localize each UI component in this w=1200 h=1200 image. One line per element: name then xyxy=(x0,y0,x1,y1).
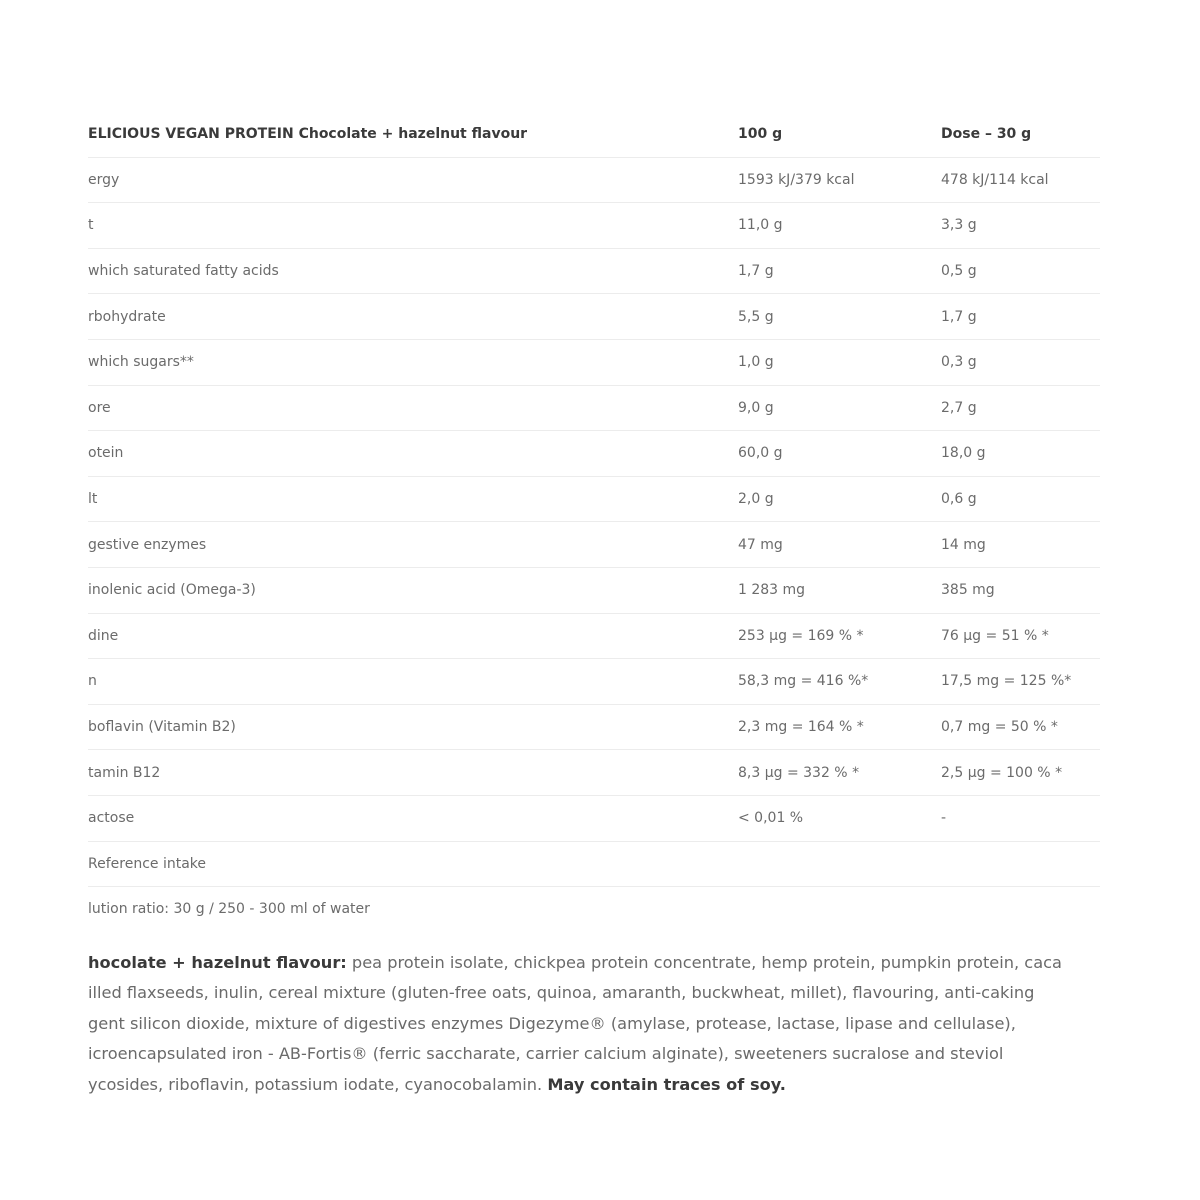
value-per-dose: 3,3 g xyxy=(941,203,1100,249)
table-row xyxy=(88,522,1100,568)
table-row xyxy=(88,385,1100,431)
nutrient-name: t xyxy=(88,203,738,249)
value-per-dose xyxy=(941,887,1100,932)
value-per-dose: 14 mg xyxy=(941,522,1100,568)
nutrient-name: n xyxy=(88,659,738,705)
nutrient-name: actose xyxy=(88,795,738,841)
value-per-dose: 18,0 g xyxy=(941,431,1100,477)
nutrition-panel xyxy=(88,112,1100,1094)
ingredients-line-text: pea protein isolate, chickpea protein concentrate, hemp protein, pumpkin protein, caca xyxy=(346,952,1062,972)
nutrient-name: boflavin (Vitamin B2) xyxy=(88,704,738,750)
value-per-dose xyxy=(941,841,1100,887)
value-per-dose: 0,5 g xyxy=(941,248,1100,294)
value-per-100g: 1,0 g xyxy=(738,339,941,385)
table-row xyxy=(88,431,1100,477)
value-per-dose: 478 kJ/114 kcal xyxy=(941,157,1100,203)
nutrition-content xyxy=(88,112,1100,1100)
table-row xyxy=(88,567,1100,613)
table-row xyxy=(88,613,1100,659)
value-per-100g xyxy=(738,841,941,887)
value-per-dose: 1,7 g xyxy=(941,294,1100,340)
nutrient-name: otein xyxy=(88,431,738,477)
table-row xyxy=(88,750,1100,796)
table-header-row xyxy=(88,112,1100,157)
table-row xyxy=(88,704,1100,750)
table-row xyxy=(88,339,1100,385)
ingredients-line: gent silicon dioxide, mixture of digestives enzymes Digezyme® (amylase, protease, lactase, lipase and cellulase), xyxy=(88,1013,1016,1033)
ingredients-line xyxy=(88,948,1108,979)
nutrient-name: which saturated fatty acids xyxy=(88,248,738,294)
table-row xyxy=(88,887,1100,932)
nutrient-name: lt xyxy=(88,476,738,522)
value-per-100g: 9,0 g xyxy=(738,385,941,431)
footnote-reference-intake: Reference intake xyxy=(88,841,738,887)
value-per-dose: 0,6 g xyxy=(941,476,1100,522)
product-name-header: ELICIOUS VEGAN PROTEIN Chocolate + hazelnut flavour xyxy=(88,112,738,157)
value-per-dose: 2,7 g xyxy=(941,385,1100,431)
per-dose-header: Dose – 30 g xyxy=(941,112,1100,157)
nutrient-name: which sugars** xyxy=(88,339,738,385)
value-per-dose: 0,7 mg = 50 % * xyxy=(941,704,1100,750)
value-per-100g: 60,0 g xyxy=(738,431,941,477)
value-per-100g: 1,7 g xyxy=(738,248,941,294)
nutrient-name: dine xyxy=(88,613,738,659)
value-per-dose: 0,3 g xyxy=(941,339,1100,385)
value-per-dose: 2,5 µg = 100 % * xyxy=(941,750,1100,796)
table-row xyxy=(88,841,1100,887)
value-per-100g: 1593 kJ/379 kcal xyxy=(738,157,941,203)
value-per-dose: 17,5 mg = 125 %* xyxy=(941,659,1100,705)
value-per-100g: 1 283 mg xyxy=(738,567,941,613)
value-per-100g: 253 µg = 169 % * xyxy=(738,613,941,659)
ingredients-text xyxy=(88,948,1108,1101)
value-per-dose: 76 µg = 51 % * xyxy=(941,613,1100,659)
value-per-dose: 385 mg xyxy=(941,567,1100,613)
table-row xyxy=(88,795,1100,841)
ingredients-line: illed flaxseeds, inulin, cereal mixture (gluten-free oats, quinoa, amaranth, buckwheat, millet), flavouring, anti-caking xyxy=(88,983,1035,1003)
table-row xyxy=(88,294,1100,340)
nutrient-name: gestive enzymes xyxy=(88,522,738,568)
value-per-100g: 47 mg xyxy=(738,522,941,568)
value-per-100g: 2,0 g xyxy=(738,476,941,522)
ingredients-line xyxy=(88,1070,1108,1101)
ingredients-line-text: ycosides, riboflavin, potassium iodate, cyanocobalamin. xyxy=(88,1074,548,1094)
nutrient-name: ergy xyxy=(88,157,738,203)
ingredients-heading: hocolate + hazelnut flavour: xyxy=(88,952,347,972)
table-row xyxy=(88,203,1100,249)
table-row xyxy=(88,157,1100,203)
per-100g-header: 100 g xyxy=(738,112,941,157)
value-per-100g: 8,3 µg = 332 % * xyxy=(738,750,941,796)
table-row xyxy=(88,476,1100,522)
nutrition-table xyxy=(88,112,1100,932)
value-per-100g: 11,0 g xyxy=(738,203,941,249)
allergen-warning: May contain traces of soy. xyxy=(547,1074,786,1094)
nutrient-name: inolenic acid (Omega-3) xyxy=(88,567,738,613)
value-per-dose: - xyxy=(941,795,1100,841)
ingredients-line: icroencapsulated iron - AB-Fortis® (ferric saccharate, carrier calcium alginate), sweeteners sucralose and steviol xyxy=(88,1044,1004,1064)
table-row xyxy=(88,659,1100,705)
footnote-dilution-ratio: lution ratio: 30 g / 250 - 300 ml of water xyxy=(88,901,370,918)
value-per-100g: 2,3 mg = 164 % * xyxy=(738,704,941,750)
value-per-100g: 58,3 mg = 416 %* xyxy=(738,659,941,705)
table-row xyxy=(88,248,1100,294)
value-per-100g xyxy=(738,887,941,932)
nutrient-name: ore xyxy=(88,385,738,431)
nutrient-name: tamin B12 xyxy=(88,750,738,796)
value-per-100g: < 0,01 % xyxy=(738,795,941,841)
value-per-100g: 5,5 g xyxy=(738,294,941,340)
nutrient-name: rbohydrate xyxy=(88,294,738,340)
